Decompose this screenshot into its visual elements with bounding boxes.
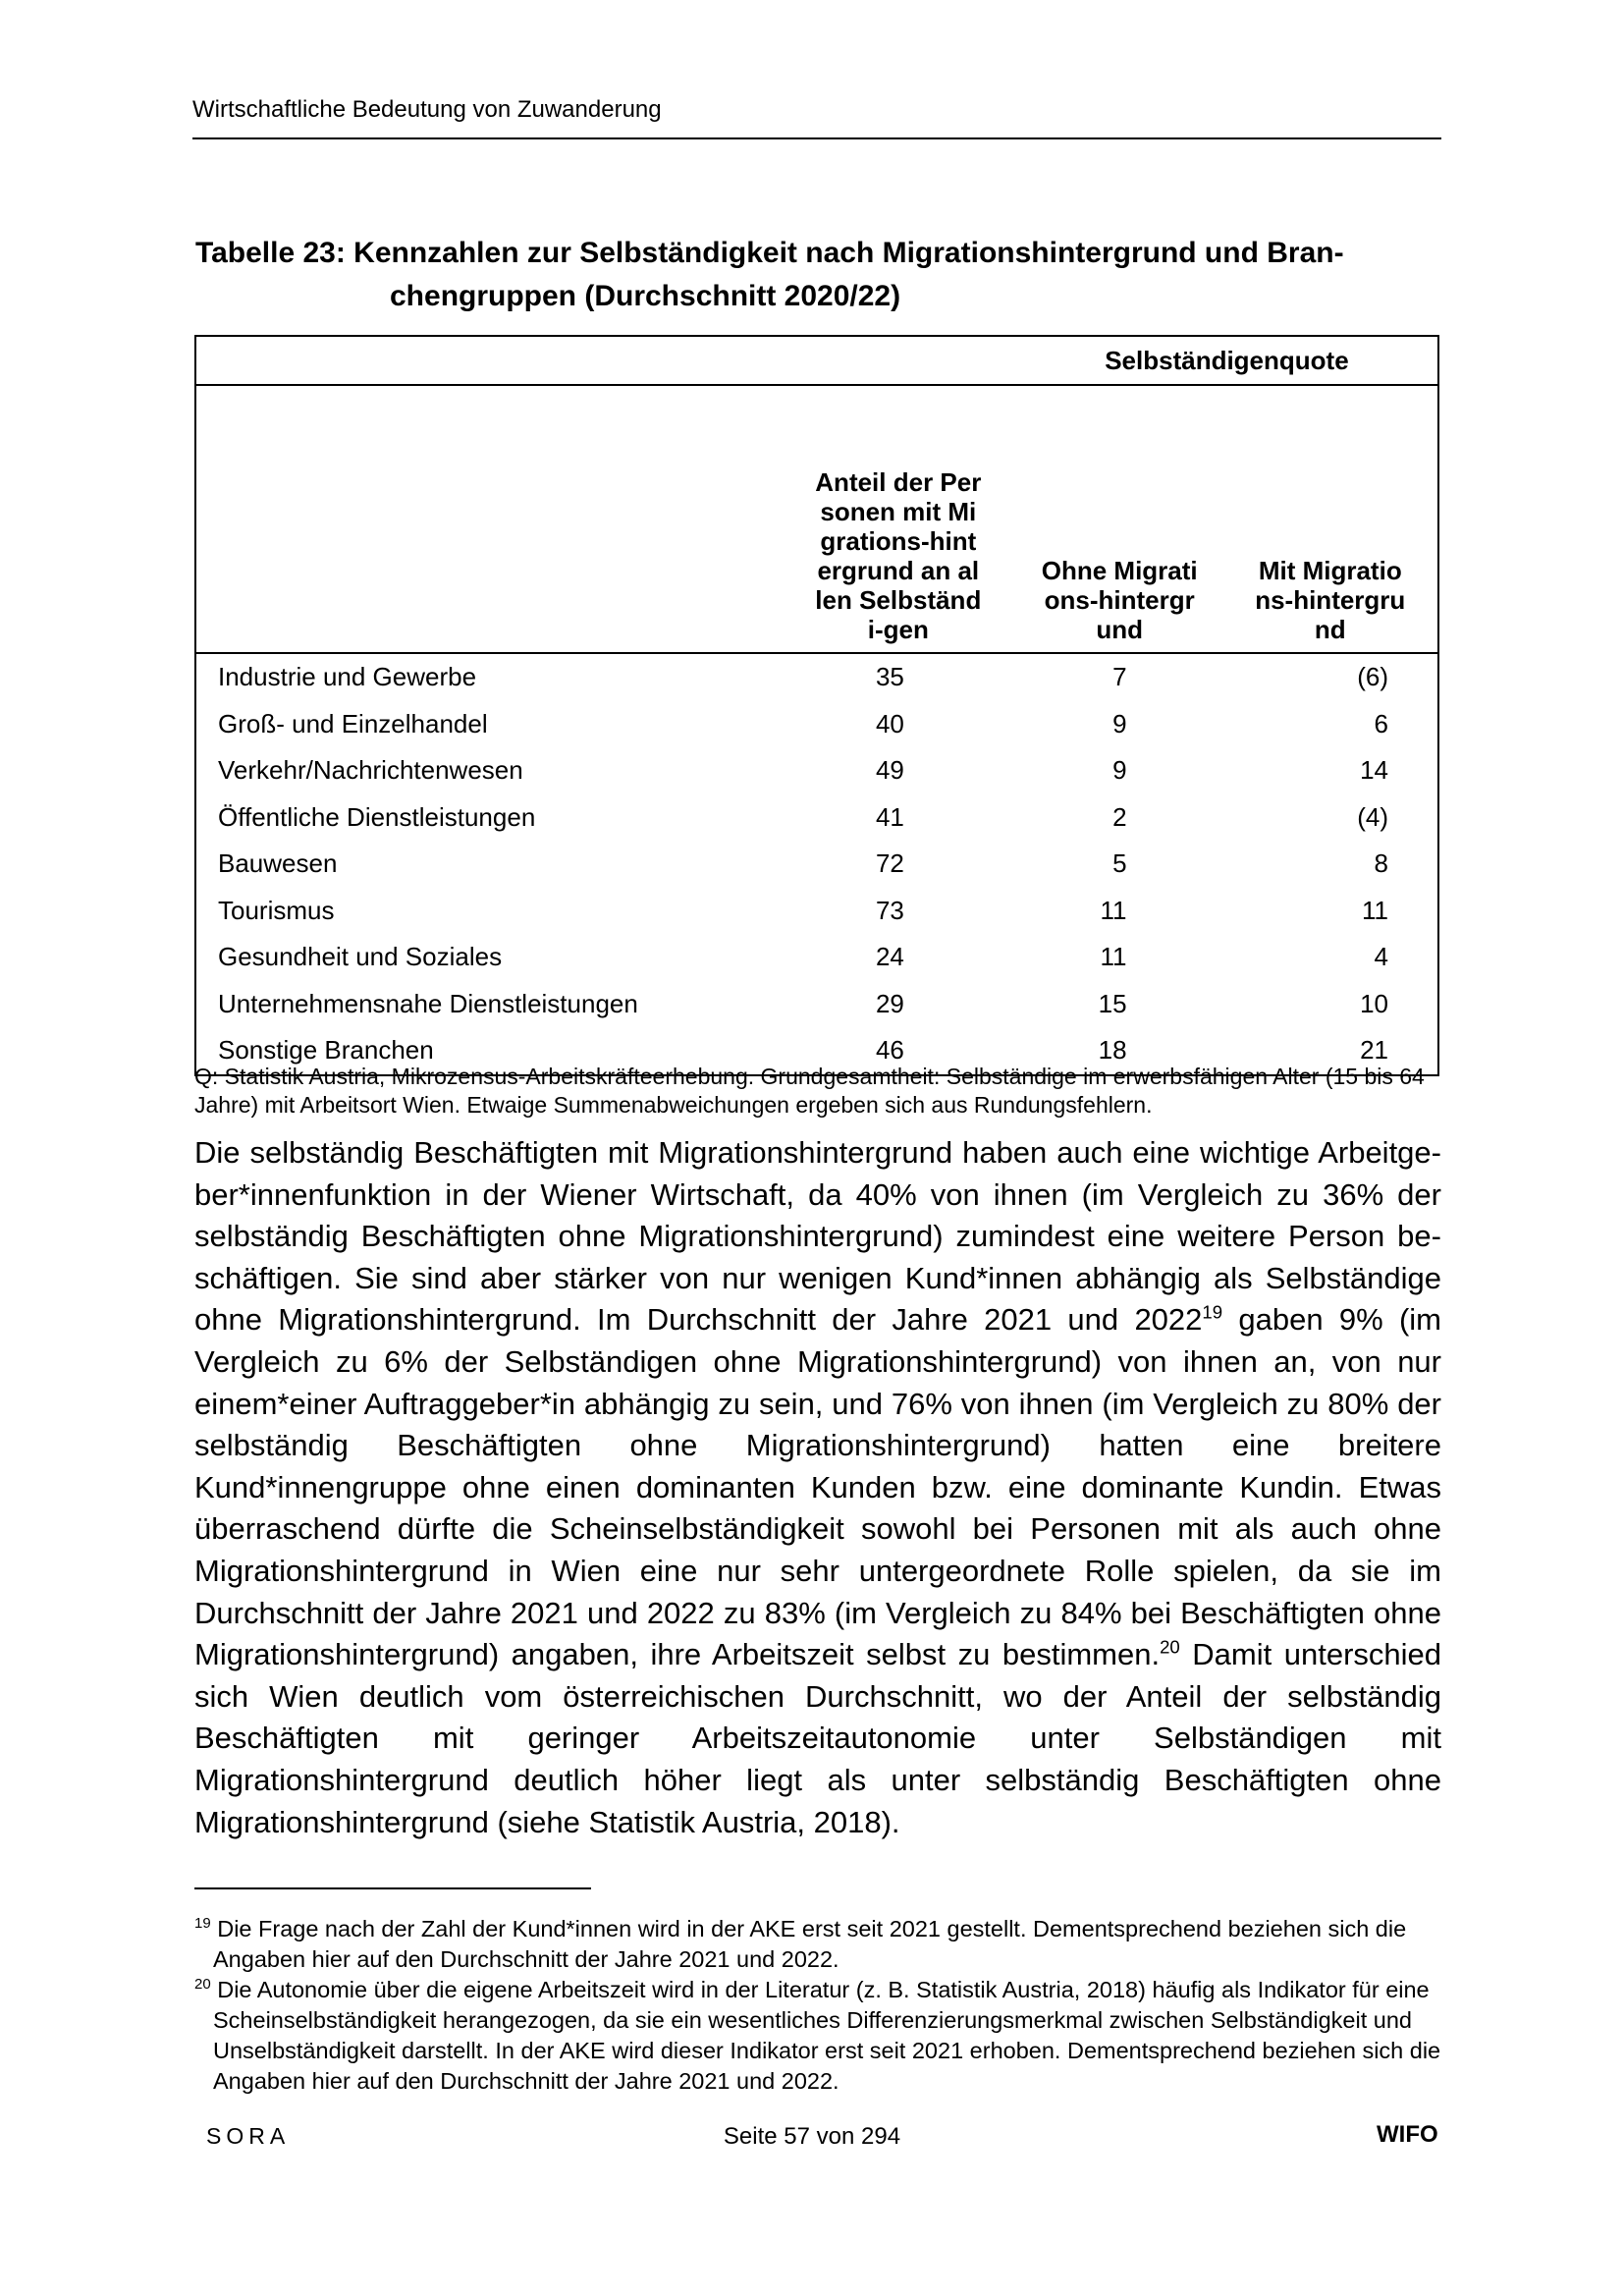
footnote-19	[194, 1914, 1441, 1975]
table-row	[195, 934, 1438, 981]
cell-mit: 10	[1360, 988, 1388, 1018]
body-text-part-3: Damit unterschied sich Wien deutlich vom österreichischen Durchschnitt, wo der Anteil der selbständig Beschäftigten mit geringer Arbeitszeitautonomie unter Selbständigen mit Migrationshintergrund deutlich höher liegt als unter selbständig Beschäftigten ohne Migrationshintergrund (siehe Statistik Austria, 2018).	[194, 1637, 1441, 1839]
footnotes	[194, 1914, 1441, 2097]
row-label: Gesundheit und Soziales	[218, 942, 503, 972]
header-ohne-text: Ohne Migrations-hintergrund	[1041, 556, 1198, 644]
running-header: Wirtschaftliche Bedeutung von Zuwanderung	[192, 96, 1441, 139]
header-mit-migration	[1223, 385, 1438, 653]
body-text-part-1: Die selbständig Beschäftigten mit Migrationshintergrund haben auch eine wichtige Arbeitgeber*innenfunktion in der Wiener Wirtschaft, da 40% von ihnen (im Vergleich zu 36% der selbständig Beschäftigten ohne Migrationshintergrund) zumindest eine weitere Person beschäftigen. Sie sind aber stärker von nur wenigen Kund*innen abhängig als Selbständige ohne Migrationshintergrund. Im Durchschnitt der Jahre 2021 und 2022	[194, 1135, 1441, 1338]
cell-ohne: 9	[1112, 755, 1127, 786]
cell-ohne: 7	[1112, 662, 1127, 692]
header-anteil	[781, 385, 1016, 653]
cell-ohne: 11	[1100, 942, 1127, 972]
table-row	[195, 653, 1438, 701]
cell-ohne: 9	[1112, 708, 1127, 738]
body-text-part-2: gaben 9% (im Vergleich zu 6% der Selbständigen ohne Migrationshintergrund) von ihnen an, von nur einem*einer Auftraggeber*in abhängig zu sein, und 76% von ihnen (im Vergleich zu 80% der selbständig Beschäftigten ohne Migrationshintergrund) hatten eine breitere Kund*innengruppe ohne einen dominanten Kunden bzw. eine dominante Kundin. Etwas überraschend dürfte die Scheinselbständigkeit sowohl bei Personen mit als auch ohne Migrationshintergrund in Wien eine nur sehr untergeordnete Rolle spielen, da sie im Durchschnitt der Jahre 2021 und 2022 zu 83% (im Vergleich zu 84% bei Beschäftigten ohne Migrationshintergrund) angaben, ihre Arbeitszeit selbst zu bestimmen.	[194, 1302, 1441, 1672]
footer-sora-logo: SORA	[206, 2123, 291, 2149]
cell-ohne: 2	[1112, 801, 1127, 832]
cell-ohne: 18	[1098, 1035, 1127, 1066]
footer-wifo-logo: WIFO	[1377, 2121, 1438, 2148]
footnote-ref-20[interactable]: 20	[1160, 1636, 1180, 1658]
row-label: Groß- und Einzelhandel	[218, 708, 488, 738]
cell-anteil: 40	[875, 708, 904, 738]
cell-anteil: 73	[875, 895, 904, 925]
row-label: Verkehr/Nachrichtenwesen	[218, 755, 523, 786]
footnote-number: 20	[194, 1976, 211, 1994]
cell-ohne: 5	[1112, 848, 1127, 879]
cell-anteil: 46	[875, 1035, 904, 1066]
table-body	[195, 653, 1438, 1075]
cell-mit: 21	[1360, 1035, 1388, 1066]
footnote-separator	[194, 1887, 591, 1889]
row-label: Industrie und Gewerbe	[218, 662, 477, 692]
cell-anteil: 49	[875, 755, 904, 786]
header-selbstaendigenquote: Selbständigenquote	[1016, 336, 1438, 385]
table-source-note: Q: Statistik Austria, Mikrozensus-Arbeitskräfteerhebung. Grundgesamtheit: Selbständige im erwerbsfähigen Alter (15 bis 64 Jahre) mit Arbeitsort Wien. Etwaige Summenabweichungen ergeben sich aus Rundungsfehlern.	[194, 1064, 1425, 1118]
footer-page-number: Seite 57 von 294	[723, 2123, 901, 2150]
cell-ohne: 15	[1098, 988, 1127, 1018]
footnote-number: 19	[194, 1915, 211, 1933]
footnote-20	[194, 1975, 1441, 2097]
header-empty-cell	[195, 336, 781, 385]
row-label: Unternehmensnahe Dienstleistungen	[218, 988, 638, 1018]
header-ohne-migration	[1016, 385, 1223, 653]
row-label: Sonstige Branchen	[218, 1035, 434, 1066]
row-label: Öffentliche Dienstleistungen	[218, 801, 536, 832]
footnote-text: Die Autonomie über die eigene Arbeitszeit wird in der Literatur (z. B. Statistik Austria, 2018) häufig als Indikator für eine Scheinselbständigkeit herangezogen, da sie ein wesentliches Differenzierungsmerkmal zwischen Selbständigkeit und Unselbständigkeit darstellt. In der AKE wird dieser Indikator erst seit 2021 erhoben. Dementsprechend beziehen sich die Angaben hier auf den Durchschnitt der Jahre 2021 und 2022.	[210, 1977, 1441, 2094]
cell-mit: 4	[1374, 942, 1388, 972]
footnote-ref-19[interactable]: 19	[1202, 1302, 1223, 1324]
cell-mit: (4)	[1357, 801, 1388, 832]
table-column-header-row	[195, 385, 1438, 653]
header-label-cell	[195, 385, 781, 653]
cell-mit: 6	[1374, 708, 1388, 738]
cell-mit: 8	[1374, 848, 1388, 879]
cell-anteil: 35	[875, 662, 904, 692]
table-title	[195, 232, 1433, 318]
header-empty-cell	[781, 336, 1016, 385]
cell-anteil: 41	[875, 801, 904, 832]
footnote-text: Die Frage nach der Zahl der Kund*innen wird in der AKE erst seit 2021 gestellt. Dementsprechend beziehen sich die Angaben hier auf den Durchschnitt der Jahre 2021 und 2022.	[210, 1916, 1407, 1972]
cell-mit: 14	[1360, 755, 1388, 786]
row-label: Tourismus	[218, 895, 335, 925]
header-anteil-text: Anteil der Personen mit Migrations-hintergrund an allen Selbständi-gen	[815, 467, 982, 644]
header-mit-text: Mit Migrations-hintergrund	[1255, 556, 1406, 644]
cell-anteil: 72	[875, 848, 904, 879]
table-row	[195, 981, 1438, 1028]
table-row	[195, 841, 1438, 888]
row-label: Bauwesen	[218, 848, 338, 879]
cell-mit: 11	[1362, 895, 1388, 925]
table-row	[195, 794, 1438, 842]
cell-mit: (6)	[1357, 662, 1388, 692]
body-paragraph	[194, 1132, 1441, 1843]
table-group-header-row	[195, 336, 1438, 385]
selbstaendigkeit-table	[194, 335, 1439, 1076]
table-row	[195, 888, 1438, 935]
table-title-line-2: chengruppen (Durchschnitt 2020/22)	[390, 280, 901, 312]
table-title-line-1: Tabelle 23: Kennzahlen zur Selbständigkeit nach Migrationshintergrund und Bran-	[195, 237, 1344, 269]
cell-anteil: 29	[875, 988, 904, 1018]
cell-ohne: 11	[1100, 895, 1127, 925]
table-row	[195, 747, 1438, 794]
table-row	[195, 701, 1438, 748]
cell-anteil: 24	[875, 942, 904, 972]
